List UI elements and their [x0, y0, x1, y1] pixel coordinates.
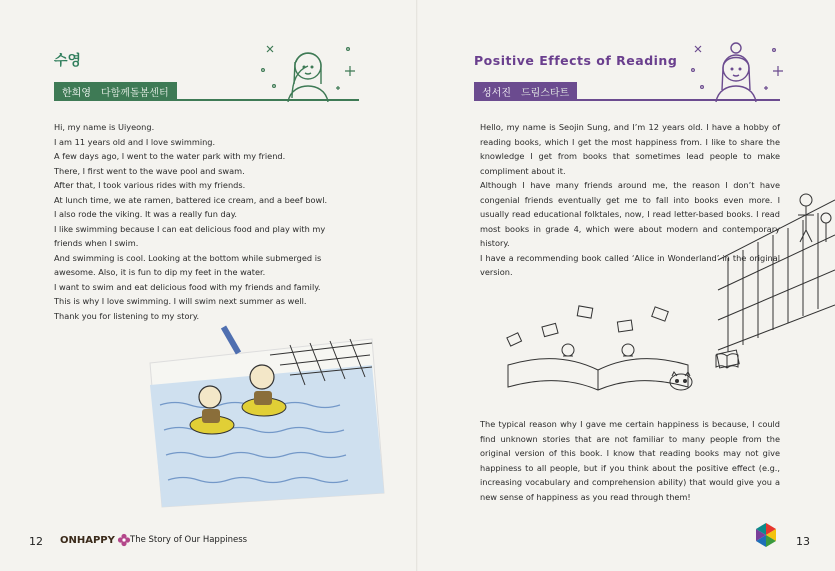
paragraph: There, I first went to the wave pool and swam.	[54, 165, 245, 176]
colorful-emblem-logo-icon	[753, 522, 779, 548]
right-author-center: 드림스타트	[520, 88, 570, 99]
paragraph: I am 11 years old and I love swimming.	[54, 136, 216, 147]
brand-text: ONHAPPY	[60, 534, 115, 546]
paragraph: The typical reason why I gave me certain happiness is because, I could find unknown stories that are not familiar to many people from the original version of this book. I know that reading books may not give happiness to all people, but if you think about the positive effect (e.g., increasing vocabulary and comprehension ability) that would give you a new sense of happiness as you read through them!	[480, 419, 780, 502]
paragraph: Hello, my name is Seojin Sung, and I’m 12 years old. I have a hobby of reading books, which I get the most happiness from. I like to share the knowledge I get from books that sometimes lead people to make compliment about it.	[480, 122, 780, 176]
footer-book-title: The Story of Our Happiness	[130, 535, 248, 545]
paragraph: I have a recommending book called ‘Alice in Wonderland’ in the original version.	[480, 252, 780, 277]
paragraph: And swimming is cool. Looking at the bottom while submerged is awesome. Also, it is fun to dip my feet in the water.	[54, 252, 322, 277]
girl-portrait-icon	[258, 40, 363, 102]
right-body-text-bottom	[480, 417, 780, 504]
right-page-number: 13	[796, 535, 810, 548]
paragraph: Hi, my name is Uiyeong.	[54, 122, 155, 132]
right-page-title: Positive Effects of Reading	[474, 53, 678, 68]
paragraph: I also rode the viking. It was a really fun day.	[54, 209, 238, 219]
onhappy-logo	[60, 533, 131, 547]
paragraph: Although I have many friends around me, the reason I don’t have congenial friends eventually get me to fall into books even more. I usually read educational folktales, now, I read letter-based books. I read most books in grade 4, which were about modern and contemporary history.	[480, 180, 780, 248]
girl-bun-portrait-icon	[688, 40, 788, 102]
paragraph: A few days ago, I went to the water park with my friend.	[54, 151, 286, 161]
paragraph: This is why I love swimming. I will swim next summer as well.	[54, 296, 307, 306]
left-author-center: 다함께돌봄센터	[100, 88, 169, 99]
paragraph: After that, I took various rides with my friends.	[54, 180, 246, 190]
left-body-text	[54, 120, 344, 323]
left-author-name: 한희영	[62, 88, 91, 99]
paragraph: At lunch time, we ate ramen, battered ice cream, and a beef bowl.	[54, 194, 328, 205]
right-page	[418, 0, 835, 571]
right-title-rule	[474, 99, 780, 101]
left-page	[0, 0, 417, 571]
left-page-number: 12	[29, 535, 43, 548]
flower-logo-icon	[117, 533, 131, 547]
book-doodle-icon	[714, 352, 740, 370]
paragraph: Thank you for listening to my story.	[54, 310, 200, 321]
swimming-drawing-image	[140, 325, 390, 510]
paragraph: I like swimming because I can eat delicious food and play with my friends when I swim.	[54, 223, 326, 248]
left-title-rule	[54, 99, 359, 101]
library-bookshelf-sketch-image	[708, 180, 835, 375]
right-author-name: 성서진	[482, 88, 511, 99]
paragraph: I want to swim and eat delicious food with my friends and family.	[54, 281, 321, 292]
raccoon-doodle-icon	[666, 370, 696, 392]
left-page-title: 수영	[54, 53, 82, 69]
